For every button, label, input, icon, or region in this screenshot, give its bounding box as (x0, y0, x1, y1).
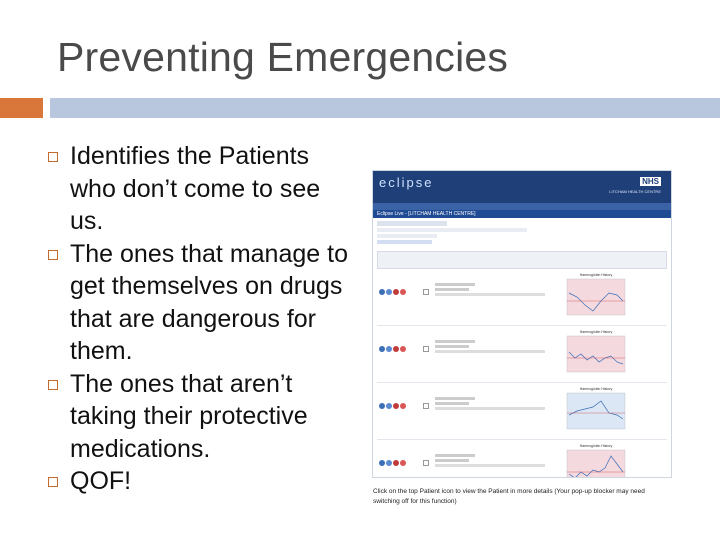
eclipse-subbar: Eclipse Live - [LITCHAM HEALTH CENTRE] (373, 210, 671, 218)
haemoglobin-chart (563, 328, 629, 378)
row-data-block (435, 340, 545, 353)
patient-action-icons[interactable] (379, 289, 406, 295)
svg-text:Haemoglobin History: Haemoglobin History (579, 387, 613, 391)
bullet-text: Identifies the Patients who don’t come to see us. (70, 142, 321, 235)
eclipse-logo: eclipse (379, 175, 434, 190)
haemoglobin-chart (563, 442, 629, 478)
bullet-item (44, 238, 354, 368)
row-checkbox[interactable] (423, 403, 429, 409)
row-data-block (435, 397, 545, 410)
bullet-list (44, 140, 354, 498)
nhs-logo: NHS (642, 177, 659, 186)
bullet-item (44, 368, 354, 466)
patient-action-icons[interactable] (379, 346, 406, 352)
screenshot-caption: Click on the top Patient icon to view the Patient in more details (Your pop-up blocker may need switching off for this function) (373, 488, 645, 505)
patient-action-icons[interactable] (379, 403, 406, 409)
slide-title: Preventing Emergencies (57, 34, 509, 80)
title-rule-accent (0, 98, 43, 118)
patient-action-icons[interactable] (379, 460, 406, 466)
svg-text:Haemoglobin History: Haemoglobin History (579, 444, 613, 448)
row-data-block (435, 454, 545, 467)
centre-name: LITCHAM HEALTH CENTRE (609, 189, 661, 194)
table-row (377, 440, 667, 478)
eclipse-screenshot (372, 170, 672, 478)
eclipse-header (373, 171, 671, 203)
bullet-text: The ones that manage to get themselves on drugs that are dangerous for them. (70, 239, 348, 365)
table-row (377, 383, 667, 440)
svg-text:Haemoglobin History: Haemoglobin History (579, 273, 613, 277)
haemoglobin-chart (563, 271, 629, 321)
row-data-block (435, 283, 545, 296)
eclipse-nav (373, 203, 671, 210)
table-row (377, 269, 667, 326)
svg-text:Haemoglobin History: Haemoglobin History (579, 330, 613, 334)
bullet-item (44, 140, 354, 238)
row-checkbox[interactable] (423, 346, 429, 352)
bullet-square-icon (48, 380, 58, 390)
bullet-text: QOF! (70, 467, 132, 495)
eclipse-info-block (373, 218, 671, 247)
bullet-text: The ones that aren’t taking their protective medications. (70, 369, 308, 463)
row-checkbox[interactable] (423, 460, 429, 466)
bullet-square-icon (48, 152, 58, 162)
row-checkbox[interactable] (423, 289, 429, 295)
haemoglobin-chart (563, 385, 629, 435)
bullet-item (44, 465, 354, 498)
bullet-square-icon (48, 477, 58, 487)
eclipse-table-header (377, 251, 667, 269)
table-row (377, 326, 667, 383)
bullet-square-icon (48, 250, 58, 260)
title-rule-bar (50, 98, 720, 118)
